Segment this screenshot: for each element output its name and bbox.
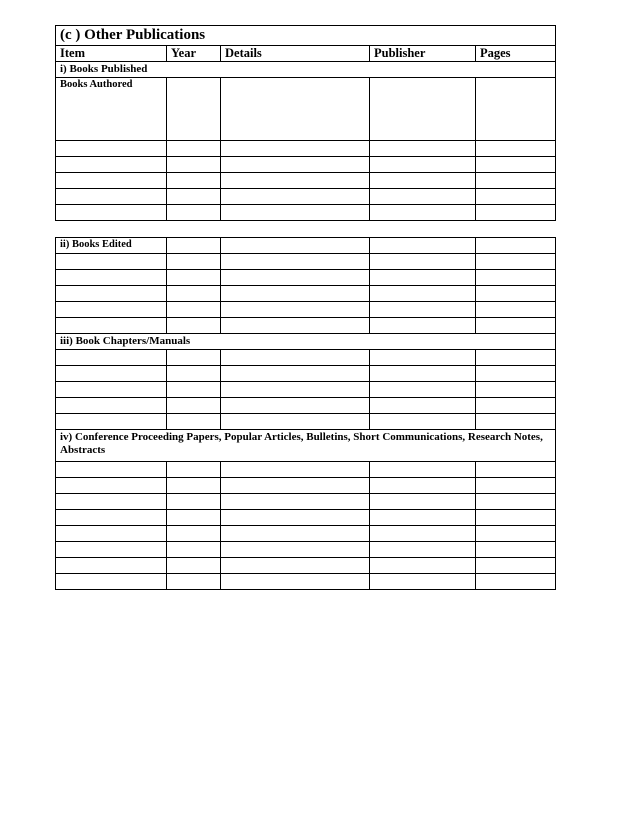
table-cell[interactable]: [56, 350, 167, 366]
conference-heading: iv) Conference Proceeding Papers, Popular Articles, Bulletins, Short Communications, Research Notes, Abstracts: [56, 430, 556, 462]
table-cell[interactable]: [370, 542, 476, 558]
table-cell[interactable]: [56, 270, 167, 286]
table-row: [56, 382, 556, 398]
table-cell[interactable]: [370, 270, 476, 286]
table-cell[interactable]: [167, 558, 221, 574]
table-cell[interactable]: [476, 526, 556, 542]
table-cell[interactable]: [221, 462, 370, 478]
table-cell[interactable]: [476, 558, 556, 574]
table-cell[interactable]: [221, 302, 370, 318]
table-cell[interactable]: [370, 78, 476, 141]
table-row: [56, 526, 556, 542]
header-publisher: Publisher: [370, 46, 476, 62]
publications-table-part-1: [55, 25, 556, 221]
table-cell[interactable]: [167, 574, 221, 590]
table-row: [56, 558, 556, 574]
table-cell[interactable]: [221, 414, 370, 430]
table-cell[interactable]: [56, 157, 167, 173]
table-cell[interactable]: [221, 494, 370, 510]
table-row: [56, 478, 556, 494]
table-cell[interactable]: [56, 189, 167, 205]
table-row: [56, 270, 556, 286]
table-cell[interactable]: [167, 398, 221, 414]
table-cell[interactable]: [370, 382, 476, 398]
table-cell[interactable]: [221, 366, 370, 382]
table-cell[interactable]: [221, 157, 370, 173]
table-cell[interactable]: [370, 366, 476, 382]
table-cell[interactable]: [221, 286, 370, 302]
table-cell[interactable]: [221, 526, 370, 542]
table-cell[interactable]: [370, 205, 476, 221]
column-header-row: [56, 46, 556, 62]
table-cell[interactable]: [476, 302, 556, 318]
table-cell[interactable]: [56, 478, 167, 494]
table-cell[interactable]: [221, 558, 370, 574]
table-cell[interactable]: [167, 238, 221, 254]
table-cell[interactable]: [167, 526, 221, 542]
table-cell[interactable]: [221, 141, 370, 157]
table-cell[interactable]: [370, 318, 476, 334]
table-cell[interactable]: [476, 350, 556, 366]
table-cell[interactable]: [167, 350, 221, 366]
table-cell[interactable]: [56, 558, 167, 574]
table-cell[interactable]: [56, 510, 167, 526]
table-cell[interactable]: [476, 205, 556, 221]
books-published-row: [56, 62, 556, 78]
table-cell[interactable]: [370, 350, 476, 366]
table-cell[interactable]: [476, 189, 556, 205]
table-cell[interactable]: [167, 302, 221, 318]
table-cell[interactable]: [370, 510, 476, 526]
table-cell[interactable]: [221, 173, 370, 189]
table-cell[interactable]: [56, 398, 167, 414]
table-cell[interactable]: [167, 510, 221, 526]
table-cell[interactable]: [370, 494, 476, 510]
table-row: [56, 414, 556, 430]
table-cell[interactable]: [476, 398, 556, 414]
book-chapters-heading: iii) Book Chapters/Manuals: [56, 334, 556, 350]
table-cell[interactable]: [370, 558, 476, 574]
table-row: [56, 286, 556, 302]
table-cell[interactable]: [167, 366, 221, 382]
conference-row: [56, 430, 556, 462]
table-cell[interactable]: [476, 574, 556, 590]
table-row: [56, 302, 556, 318]
table-cell[interactable]: [167, 382, 221, 398]
table-cell[interactable]: [221, 478, 370, 494]
table-row: [56, 366, 556, 382]
table-cell[interactable]: [476, 542, 556, 558]
table-cell[interactable]: [221, 189, 370, 205]
table-row: [56, 462, 556, 478]
table-row: [56, 189, 556, 205]
table-cell[interactable]: [56, 173, 167, 189]
table-cell[interactable]: [56, 574, 167, 590]
table-cell[interactable]: [221, 382, 370, 398]
table-cell[interactable]: [370, 189, 476, 205]
table-cell[interactable]: [476, 382, 556, 398]
table-cell[interactable]: [221, 78, 370, 141]
table-cell[interactable]: [56, 318, 167, 334]
header-item: Item: [56, 46, 167, 62]
table-cell[interactable]: [56, 141, 167, 157]
table-cell[interactable]: [370, 286, 476, 302]
table-cell[interactable]: [476, 414, 556, 430]
table-cell[interactable]: [167, 141, 221, 157]
table-cell[interactable]: [56, 205, 167, 221]
table-row: [56, 173, 556, 189]
table-cell[interactable]: [167, 205, 221, 221]
header-pages: Pages: [476, 46, 556, 62]
table-row: [56, 318, 556, 334]
table-cell[interactable]: [476, 318, 556, 334]
table-cell[interactable]: [476, 510, 556, 526]
table-cell[interactable]: [56, 414, 167, 430]
table-cell[interactable]: [476, 494, 556, 510]
table-cell[interactable]: [167, 494, 221, 510]
title-row: [56, 26, 556, 46]
table-cell[interactable]: [221, 350, 370, 366]
table-cell[interactable]: [370, 398, 476, 414]
table-cell[interactable]: [221, 318, 370, 334]
table-row: [56, 157, 556, 173]
header-year: Year: [167, 46, 221, 62]
table-cell[interactable]: [476, 157, 556, 173]
table-cell[interactable]: [370, 238, 476, 254]
table-cell[interactable]: [370, 574, 476, 590]
table-cell[interactable]: [167, 157, 221, 173]
table-cell[interactable]: [370, 302, 476, 318]
table-cell[interactable]: [476, 462, 556, 478]
table-cell[interactable]: [56, 286, 167, 302]
table-cell[interactable]: [221, 238, 370, 254]
table-row: [56, 574, 556, 590]
table-cell[interactable]: [56, 382, 167, 398]
table-cell[interactable]: [370, 173, 476, 189]
table-cell[interactable]: [221, 510, 370, 526]
table-cell[interactable]: [221, 205, 370, 221]
table-cell[interactable]: [167, 414, 221, 430]
book-chapters-row: [56, 334, 556, 350]
table-cell[interactable]: [221, 574, 370, 590]
table-cell[interactable]: [221, 542, 370, 558]
publications-table-part-2: [55, 237, 556, 590]
table-row: [56, 510, 556, 526]
table-cell[interactable]: [370, 526, 476, 542]
table-cell[interactable]: [56, 254, 167, 270]
table-row: [56, 205, 556, 221]
table-cell[interactable]: [167, 542, 221, 558]
table-cell[interactable]: [221, 254, 370, 270]
table-cell[interactable]: [56, 526, 167, 542]
table-cell[interactable]: [167, 254, 221, 270]
books-authored-label: Books Authored: [56, 78, 167, 141]
table-cell[interactable]: [167, 286, 221, 302]
table-cell[interactable]: [476, 254, 556, 270]
books-edited-label: ii) Books Edited: [56, 238, 167, 254]
table-cell[interactable]: [476, 78, 556, 141]
table-cell[interactable]: [370, 414, 476, 430]
table-cell[interactable]: [476, 173, 556, 189]
table-cell[interactable]: [56, 494, 167, 510]
table-cell[interactable]: [370, 462, 476, 478]
table-row: [56, 254, 556, 270]
books-edited-row: [56, 238, 556, 254]
table-cell[interactable]: [476, 286, 556, 302]
table-cell[interactable]: [167, 478, 221, 494]
table-cell[interactable]: [476, 366, 556, 382]
table-cell[interactable]: [221, 398, 370, 414]
table-cell[interactable]: [370, 478, 476, 494]
table-cell[interactable]: [167, 318, 221, 334]
table-row: [56, 494, 556, 510]
table-cell[interactable]: [476, 141, 556, 157]
table-cell[interactable]: [370, 157, 476, 173]
books-published-heading: i) Books Published: [56, 62, 556, 78]
table-cell[interactable]: [167, 173, 221, 189]
header-details: Details: [221, 46, 370, 62]
table-row: [56, 398, 556, 414]
table-cell[interactable]: [56, 542, 167, 558]
table-cell[interactable]: [476, 478, 556, 494]
section-title: (c ) Other Publications: [56, 26, 556, 46]
table-cell[interactable]: [370, 141, 476, 157]
table-cell[interactable]: [56, 462, 167, 478]
table-row: [56, 350, 556, 366]
table-cell[interactable]: [56, 366, 167, 382]
table-cell[interactable]: [167, 462, 221, 478]
table-cell[interactable]: [221, 270, 370, 286]
table-row: [56, 542, 556, 558]
table-cell[interactable]: [476, 238, 556, 254]
table-cell[interactable]: [167, 189, 221, 205]
table-cell[interactable]: [167, 270, 221, 286]
books-authored-row: [56, 78, 556, 141]
table-cell[interactable]: [476, 270, 556, 286]
table-row: [56, 141, 556, 157]
table-cell[interactable]: [56, 302, 167, 318]
table-cell[interactable]: [167, 78, 221, 141]
table-cell[interactable]: [370, 254, 476, 270]
